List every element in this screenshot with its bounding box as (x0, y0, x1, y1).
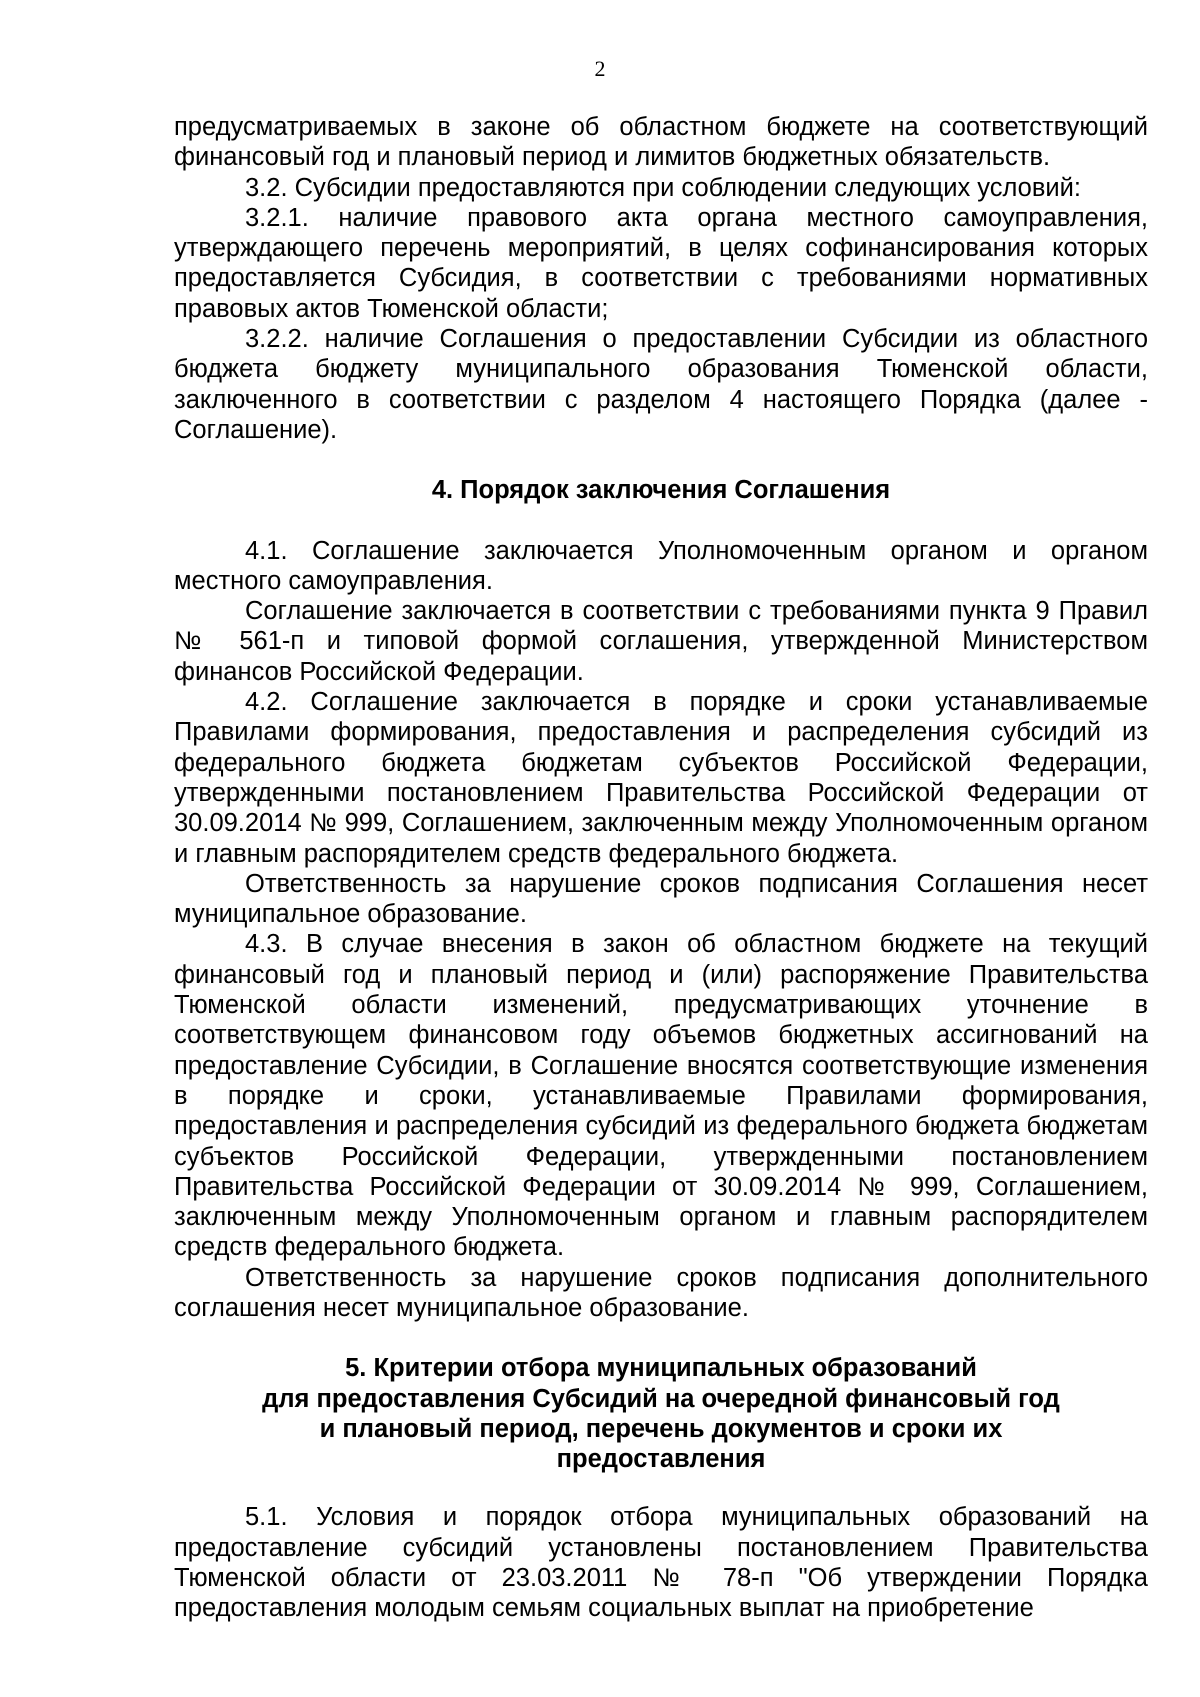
section-4-heading: 4. Порядок заключения Соглашения (431, 476, 891, 505)
paragraph-4-3: 4.3. В случае внесения в закон об областном бюджете на текущий финансовый год и плановый период и (или) распоряжение Правительства Тюменской области изменений, предусматривающих уточнение в соответствующем финансовом году объемов бюджетных ассигнований на предоставление Субсидии, в Соглашение вносятся соответствующие изменения в порядке и сроки, устанавливаемые Правилами формирования, предоставления и распределения субсидий из федерального бюджета бюджетам субъектов Российской Федерации, утвержденными постановлением Правительства Российской Федерации от 30.09.2014 № 999, Соглашением, заключенным между Уполномоченным органом и главным распорядителем средств федерального бюджета. (174, 930, 1148, 1262)
paragraph-3-2-1: 3.2.1. наличие правового акта органа местного самоуправления, утверждающего перечень мероприятий, в целях софинансирования которых предоставляется Субсидия, в соответствии с требованиями нормативных правовых актов Тюменской области; (174, 203, 1148, 323)
section-5-heading-line: для предоставления Субсидий на очередной финансовый год (262, 1384, 1060, 1413)
paragraph-3-2: 3.2. Субсидии предоставляются при соблюдении следующих условий: (245, 173, 1081, 202)
section-5-heading-line: предоставления (556, 1445, 766, 1474)
document-body (174, 112, 1148, 1624)
paragraph-4-2: 4.2. Соглашение заключается в порядке и сроки устанавливаемые Правилами формирования, предоставления и распределения субсидий из федерального бюджета бюджетам субъектов Российской Федерации, утвержденными постановлением Правительства Российской Федерации от 30.09.2014 № 999, Соглашением, заключенным между Уполномоченным органом и главным распорядителем средств федерального бюджета. (174, 688, 1148, 868)
page-number: 2 (594, 56, 606, 81)
paragraph-4-1: 4.1. Соглашение заключается Уполномоченным органом и органом местного самоуправления. (174, 536, 1148, 595)
paragraph-5-1: 5.1. Условия и порядок отбора муниципальных образований на предоставление субсидий установлены постановлением Правительства Тюменской области от 23.03.2011 № 78-п "Об утверждении Порядка предоставления молодым семьям социальных выплат на приобретение (174, 1503, 1148, 1623)
paragraph-4-1-agreement-form: Соглашение заключается в соответствии с требованиями пункта 9 Правил № 561-п и типовой формой соглашения, утвержденной Министерством финансов Российской Федерации. (174, 597, 1148, 686)
paragraph-4-3-responsibility: Ответственность за нарушение сроков подписания дополнительного соглашения несет муниципальное образование. (174, 1263, 1148, 1322)
paragraph-3-2-2: 3.2.2. наличие Соглашения о предоставлении Субсидии из областного бюджета бюджету муниципального образования Тюменской области, заключенного в соответствии с разделом 4 настоящего Порядка (далее - Соглашение). (174, 325, 1148, 444)
section-5-heading-line: и плановый период, перечень документов и сроки их (319, 1414, 1003, 1443)
paragraph-4-2-responsibility: Ответственность за нарушение сроков подписания Соглашения несет муниципальное образование. (174, 869, 1148, 929)
section-5-heading-line: 5. Критерии отбора муниципальных образований (345, 1354, 977, 1383)
section-5-heading (174, 1353, 1148, 1474)
paragraph-3-1-continuation: предусматриваемых в законе об областном бюджете на соответствующий финансовый год и плановый период и лимитов бюджетных обязательств. (174, 113, 1148, 172)
